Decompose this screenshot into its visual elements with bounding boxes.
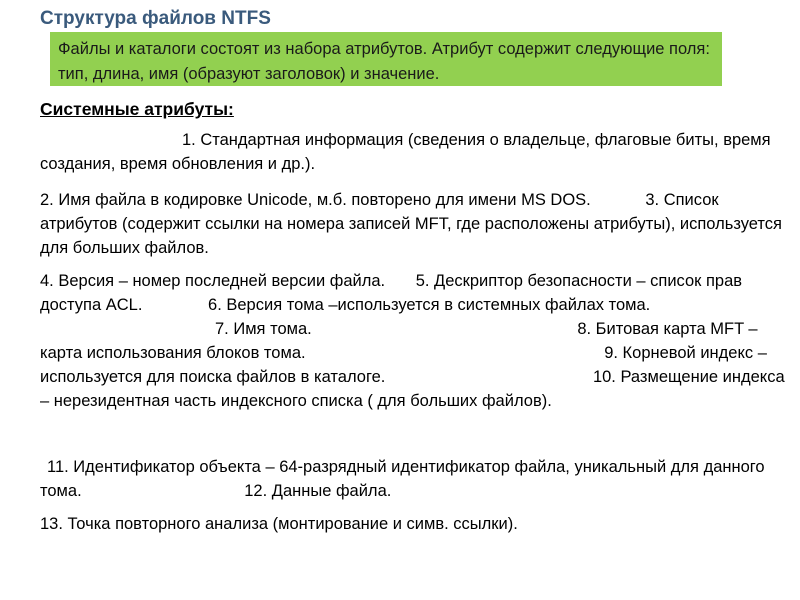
- attribute-11: 11. Идентификатор объекта – 64-разрядный идентификатор файла, уникальный для данного тома.: [40, 458, 765, 500]
- list-item: [40, 188, 785, 260]
- attributes-list: [40, 128, 785, 536]
- system-attributes-heading: Системные атрибуты:: [40, 99, 234, 119]
- attribute-5: 5. Дескриптор безопасности – список прав доступа ACL.: [40, 272, 743, 314]
- attribute-2: 2. Имя файла в кодировке Unicode, м.б. повторено для имени MS DOS.: [40, 191, 591, 209]
- definition-callout: [50, 32, 722, 86]
- list-item: [40, 128, 785, 176]
- attribute-1: 1. Стандартная информация (сведения о владельце, флаговые биты, время создания, время обновления и др.).: [40, 131, 771, 173]
- attribute-10: 10. Размещение индекса – нерезидентная часть индексного списка ( для больших файлов).: [40, 368, 785, 410]
- slide-title: Структура файлов NTFS: [40, 8, 271, 29]
- attribute-7: 7. Имя тома.: [215, 320, 312, 338]
- list-item: [40, 512, 785, 536]
- attribute-8: 8. Битовая карта MFT – карта использования блоков тома.: [40, 320, 758, 362]
- list-item: [40, 455, 785, 503]
- attribute-6: 6. Версия тома –используется в системных файлах тома.: [208, 296, 651, 314]
- callout-text: Файлы и каталоги состоят из набора атрибутов. Атрибут содержит следующие поля: тип, длина, имя (образуют заголовок) и значение.: [58, 40, 710, 83]
- attribute-3: 3. Список атрибутов (содержит ссылки на номера записей MFT, где расположены атрибуты), используется для больших файлов.: [40, 191, 782, 257]
- attribute-9: 9. Корневой индекс – используется для поиска файлов в каталоге.: [40, 344, 767, 386]
- list-item: [40, 269, 785, 413]
- attribute-13: 13. Точка повторного анализа (монтирование и симв. ссылки).: [40, 515, 518, 533]
- attribute-12: 12. Данные файла.: [244, 482, 392, 500]
- attribute-4: 4. Версия – номер последней версии файла.: [40, 272, 386, 290]
